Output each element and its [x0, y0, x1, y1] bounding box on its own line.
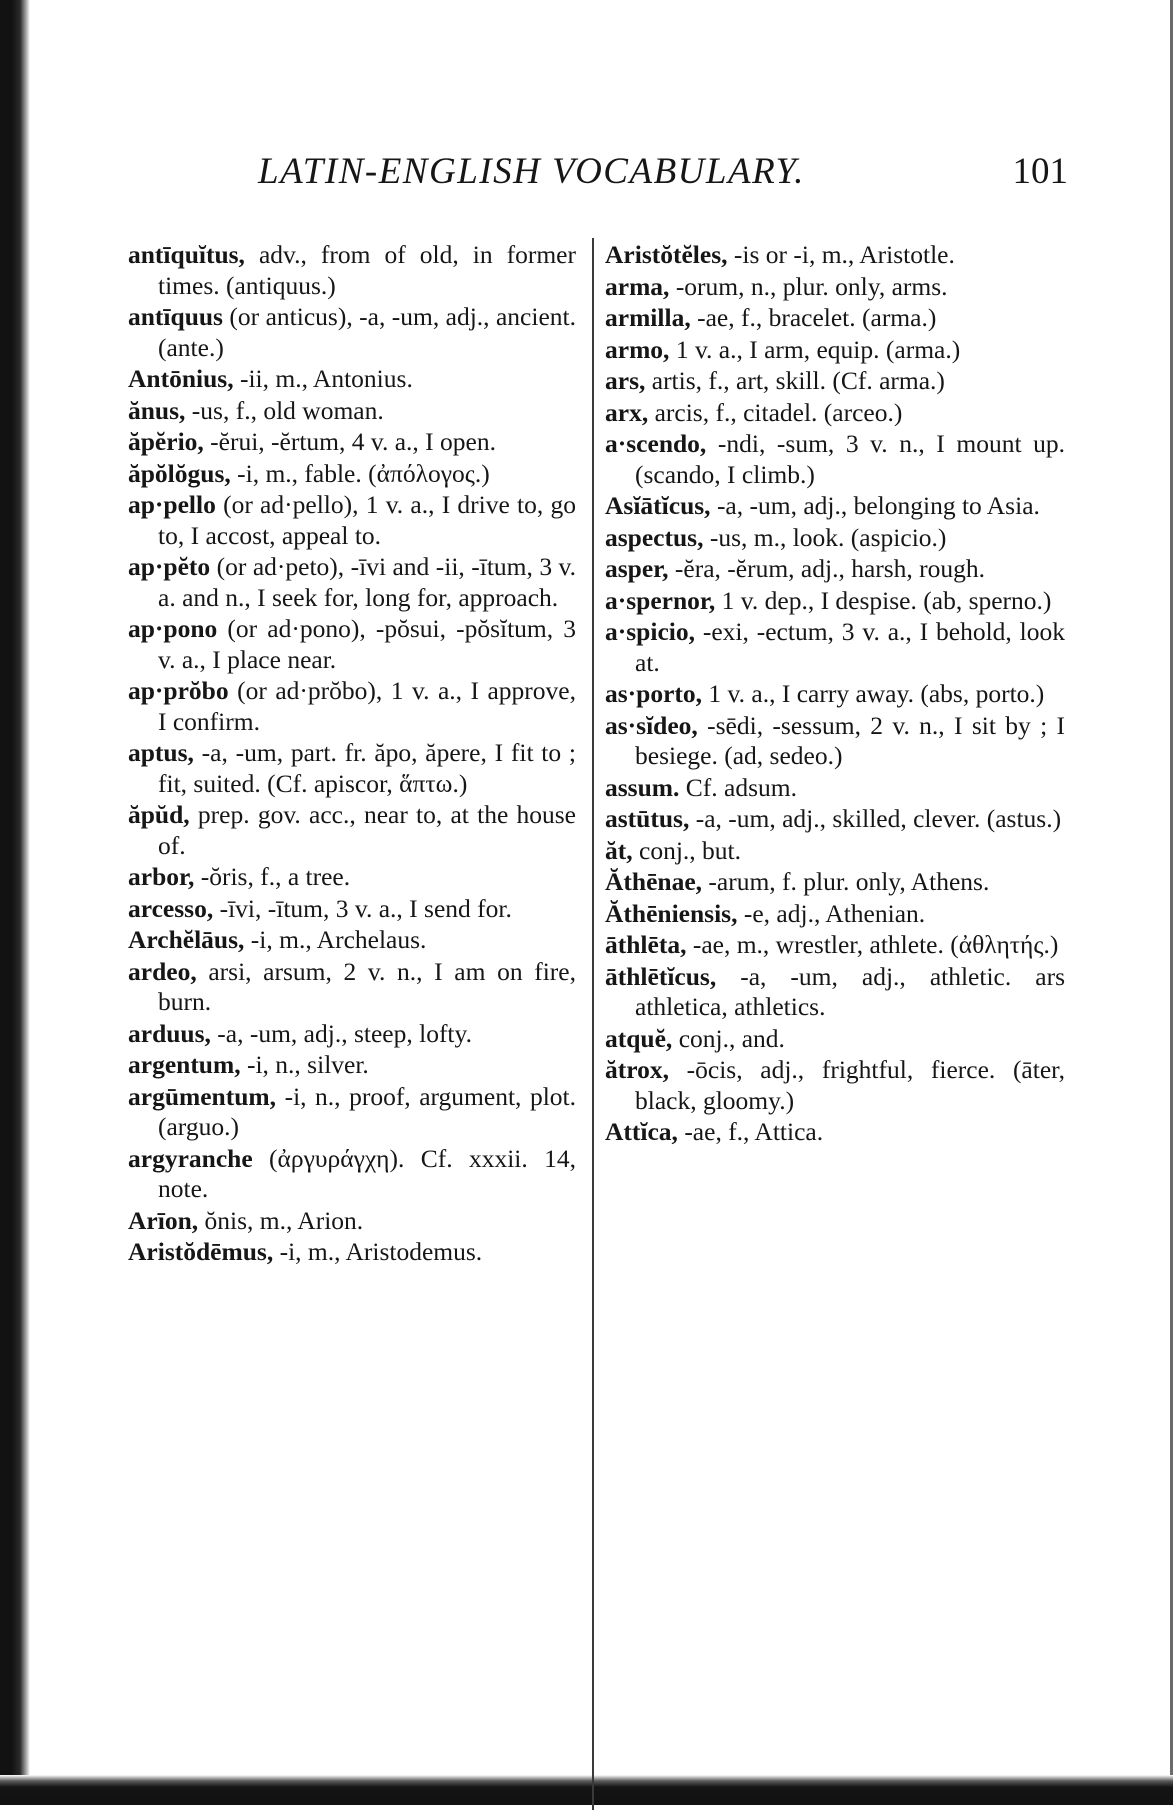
scan-left-edge [0, 0, 30, 1805]
dictionary-entry [128, 490, 576, 551]
dictionary-entry [605, 366, 1065, 397]
entry-headword: Antōnius, [128, 364, 234, 393]
entry-headword: Arīon, [128, 1205, 199, 1235]
entry-headword: ap·pono [128, 614, 218, 643]
entry-headword: Ăthēnae, [605, 867, 703, 896]
dictionary-entry [128, 364, 576, 395]
dictionary-entry [128, 800, 576, 861]
entry-definition: -us, m., look. (aspicio.) [703, 522, 947, 552]
dictionary-entry [605, 303, 1065, 334]
dictionary-entry [605, 554, 1065, 585]
dictionary-entry [605, 804, 1065, 835]
entry-definition: -exi, -ectum, 3 v. a., I behold, look at. [635, 617, 1065, 677]
entry-headword: asper, [605, 554, 669, 583]
dictionary-entry [128, 1082, 576, 1143]
entry-definition: -a, -um, adj., belonging to Asia. [710, 491, 1040, 520]
entry-headword: as·sĭdeo, [605, 710, 698, 740]
dictionary-entry [605, 1117, 1065, 1148]
entry-definition: (or anticus), -a, -um, adj., ancient. (ante.) [158, 302, 576, 362]
entry-definition: arsi, arsum, 2 v. n., I am on fire, burn. [158, 956, 576, 1016]
entry-headword: aptus, [128, 738, 194, 767]
entry-definition: -is or -i, m., Aristotle. [727, 240, 955, 269]
dictionary-entry [128, 302, 576, 363]
entry-definition: -ndi, -sum, 3 v. n., I mount up. (scando, I climb.) [635, 429, 1065, 489]
entry-definition: conj., and. [672, 1023, 785, 1053]
dictionary-entry [605, 335, 1065, 366]
entry-headword: ardeo, [128, 956, 197, 986]
dictionary-entry [605, 836, 1065, 867]
dictionary-entry [128, 957, 576, 1018]
entry-definition: 1 v. a., I carry away. (abs, porto.) [702, 679, 1045, 708]
entry-headword: a·scendo, [605, 429, 707, 458]
entry-definition: arcis, f., citadel. (arceo.) [648, 397, 903, 427]
entry-headword: ătrox, [605, 1055, 669, 1084]
entry-headword: arma, [605, 271, 670, 301]
dictionary-entry [128, 614, 576, 675]
entry-definition: (or ad·pello), 1 v. a., I drive to, go to, I accost, appeal to. [158, 490, 576, 550]
entry-headword: ănus, [128, 395, 186, 425]
dictionary-entry [605, 429, 1065, 490]
dictionary-entry [605, 930, 1065, 961]
dictionary-entry [605, 272, 1065, 303]
entry-headword: Asĭātĭcus, [605, 491, 711, 520]
entry-headword: Ăthēniensis, [605, 898, 738, 928]
entry-definition: -i, m., fable. (ἀπόλογος.) [230, 458, 490, 488]
dictionary-entry [128, 925, 576, 956]
entry-headword: antīquus [128, 302, 223, 331]
dictionary-entry [128, 552, 576, 613]
entry-definition: conj., but. [632, 835, 741, 865]
entry-definition: -sēdi, -sessum, 2 v. n., I sit by ; I besiege. (ad, sedeo.) [635, 710, 1065, 770]
dictionary-entry [128, 1019, 576, 1050]
dictionary-entry [605, 398, 1065, 429]
entry-headword: arx, [605, 397, 649, 427]
entry-definition: -ae, f., bracelet. (arma.) [690, 303, 937, 332]
entry-definition: -a, -um, adj., athletic. ars athletica, athletics. [635, 961, 1065, 1021]
entry-definition: -a, -um, adj., skilled, clever. (astus.) [689, 804, 1062, 833]
entry-definition: (or ad·pono), -pŏsui, -pŏsĭtum, 3 v. a., I place near. [158, 614, 576, 674]
entry-headword: a·spicio, [605, 617, 695, 646]
entry-definition: -ĕrui, -ĕrtum, 4 v. a., I open. [203, 427, 496, 456]
entry-headword: āthlēta, [605, 930, 687, 959]
entry-definition: 1 v. a., I arm, equip. (arma.) [669, 334, 961, 364]
entry-definition: (or ad·prŏbo), 1 v. a., I approve, I confirm. [158, 676, 576, 736]
dictionary-entry [128, 862, 576, 893]
entry-definition: -ae, f., Attica. [677, 1117, 824, 1146]
entry-definition: prep. gov. acc., near to, at the house of. [158, 800, 576, 860]
entry-headword: astūtus, [605, 804, 690, 833]
dictionary-entry [128, 1237, 576, 1268]
entry-headword: as·porto, [605, 679, 703, 708]
entry-headword: arcesso, [128, 893, 214, 923]
entry-headword: a·spernor, [605, 585, 716, 615]
entry-definition: -ii, m., Antonius. [233, 364, 413, 393]
entry-definition: artis, f., art, skill. (Cf. arma.) [645, 366, 945, 395]
entry-headword: argyranche [128, 1143, 253, 1173]
entry-definition: -arum, f. plur. only, Athens. [702, 867, 990, 896]
entry-headword: antīquĭtus, [128, 240, 245, 269]
entry-definition: -a, -um, part. fr. ăpo, ăpere, I fit to ; fit, suited. (Cf. apiscor, ἅπτω.) [158, 738, 576, 798]
scan-bottom-edge [0, 1775, 1173, 1805]
entry-headword: armo, [605, 334, 670, 364]
entry-definition: adv., from of old, in former times. (antiquus.) [158, 240, 576, 300]
entry-definition: -us, f., old woman. [185, 395, 384, 425]
dictionary-entry [605, 899, 1065, 930]
entry-headword: Attĭca, [605, 1117, 678, 1146]
running-head: LATIN-ENGLISH VOCABULARY. [258, 151, 805, 192]
page-header [258, 150, 1078, 200]
entry-headword: Archĕlāus, [128, 925, 245, 954]
dictionary-entry [128, 738, 576, 799]
entry-definition: -e, adj., Athenian. [737, 898, 926, 928]
dictionary-entry [605, 773, 1065, 804]
entry-headword: ăpŭd, [128, 800, 190, 829]
left-column [128, 240, 576, 1269]
dictionary-entry [128, 1144, 576, 1205]
entry-headword: atquĕ, [605, 1023, 673, 1053]
dictionary-entry [605, 617, 1065, 678]
dictionary-entry [605, 962, 1065, 1023]
right-column [605, 240, 1065, 1149]
entry-definition: -ŏris, f., a tree. [194, 862, 351, 891]
entry-headword: ăt, [605, 835, 633, 865]
dictionary-entry [605, 1055, 1065, 1116]
dictionary-entry [128, 396, 576, 427]
dictionary-entry [605, 491, 1065, 522]
page-number: 101 [1012, 151, 1068, 192]
entry-headword: Aristŏtĕles, [605, 240, 728, 269]
dictionary-entry [605, 1024, 1065, 1055]
entry-definition: -īvi, -ītum, 3 v. a., I send for. [213, 893, 512, 923]
dictionary-entry [605, 586, 1065, 617]
dictionary-entry [605, 523, 1065, 554]
entry-headword: ap·pĕto [128, 552, 211, 581]
entry-headword: aspectus, [605, 522, 704, 552]
entry-headword: ap·pello [128, 490, 216, 519]
entry-headword: ap·prŏbo [128, 676, 229, 705]
entry-definition: -i, n., proof, argument, plot. (arguo.) [158, 1081, 576, 1141]
dictionary-entry [605, 240, 1065, 271]
dictionary-entry [605, 679, 1065, 710]
entry-headword: arbor, [128, 862, 195, 891]
dictionary-entry [128, 240, 576, 301]
entry-definition: (ἀργυράγχη). Cf. xxxii. 14, note. [158, 1143, 576, 1203]
entry-definition: ŏnis, m., Arion. [198, 1205, 364, 1235]
entry-headword: assum. [605, 772, 680, 802]
entry-headword: armilla, [605, 303, 691, 332]
entry-headword: Aristŏdēmus, [128, 1237, 274, 1266]
entry-definition: -ae, m., wrestler, athlete. (ἀθλητής.) [686, 930, 1059, 959]
column-divider [592, 238, 594, 1810]
entry-definition: -ĕra, -ĕrum, adj., harsh, rough. [668, 554, 986, 583]
entry-definition: -a, -um, adj., steep, lofty. [210, 1018, 472, 1048]
entry-definition: Cf. adsum. [679, 772, 797, 802]
dictionary-entry [128, 459, 576, 490]
entry-definition: (or ad·peto), -īvi and -ii, -ītum, 3 v. a. and n., I seek for, long for, approach. [158, 552, 576, 612]
entry-definition: -orum, n., plur. only, arms. [669, 271, 948, 301]
entry-definition: -i, n., silver. [240, 1050, 369, 1079]
entry-definition: -i, m., Archelaus. [244, 925, 427, 954]
entry-headword: ars, [605, 366, 646, 395]
entry-headword: ăpĕrio, [128, 427, 204, 456]
entry-headword: arduus, [128, 1018, 211, 1048]
entry-definition: -i, m., Aristodemus. [273, 1237, 483, 1266]
dictionary-entry [128, 427, 576, 458]
dictionary-entry [605, 711, 1065, 772]
entry-headword: argūmentum, [128, 1081, 277, 1111]
entry-definition: 1 v. dep., I despise. (ab, sperno.) [715, 585, 1052, 615]
dictionary-entry [128, 676, 576, 737]
entry-headword: ăpŏlŏgus, [128, 458, 231, 488]
dictionary-entry [605, 867, 1065, 898]
dictionary-entry [128, 1050, 576, 1081]
entry-definition: -ōcis, adj., frightful, fierce. (āter, black, gloomy.) [635, 1055, 1065, 1115]
dictionary-entry [128, 1206, 576, 1237]
entry-headword: argentum, [128, 1050, 241, 1079]
dictionary-entry [128, 894, 576, 925]
entry-headword: āthlētĭcus, [605, 961, 717, 991]
